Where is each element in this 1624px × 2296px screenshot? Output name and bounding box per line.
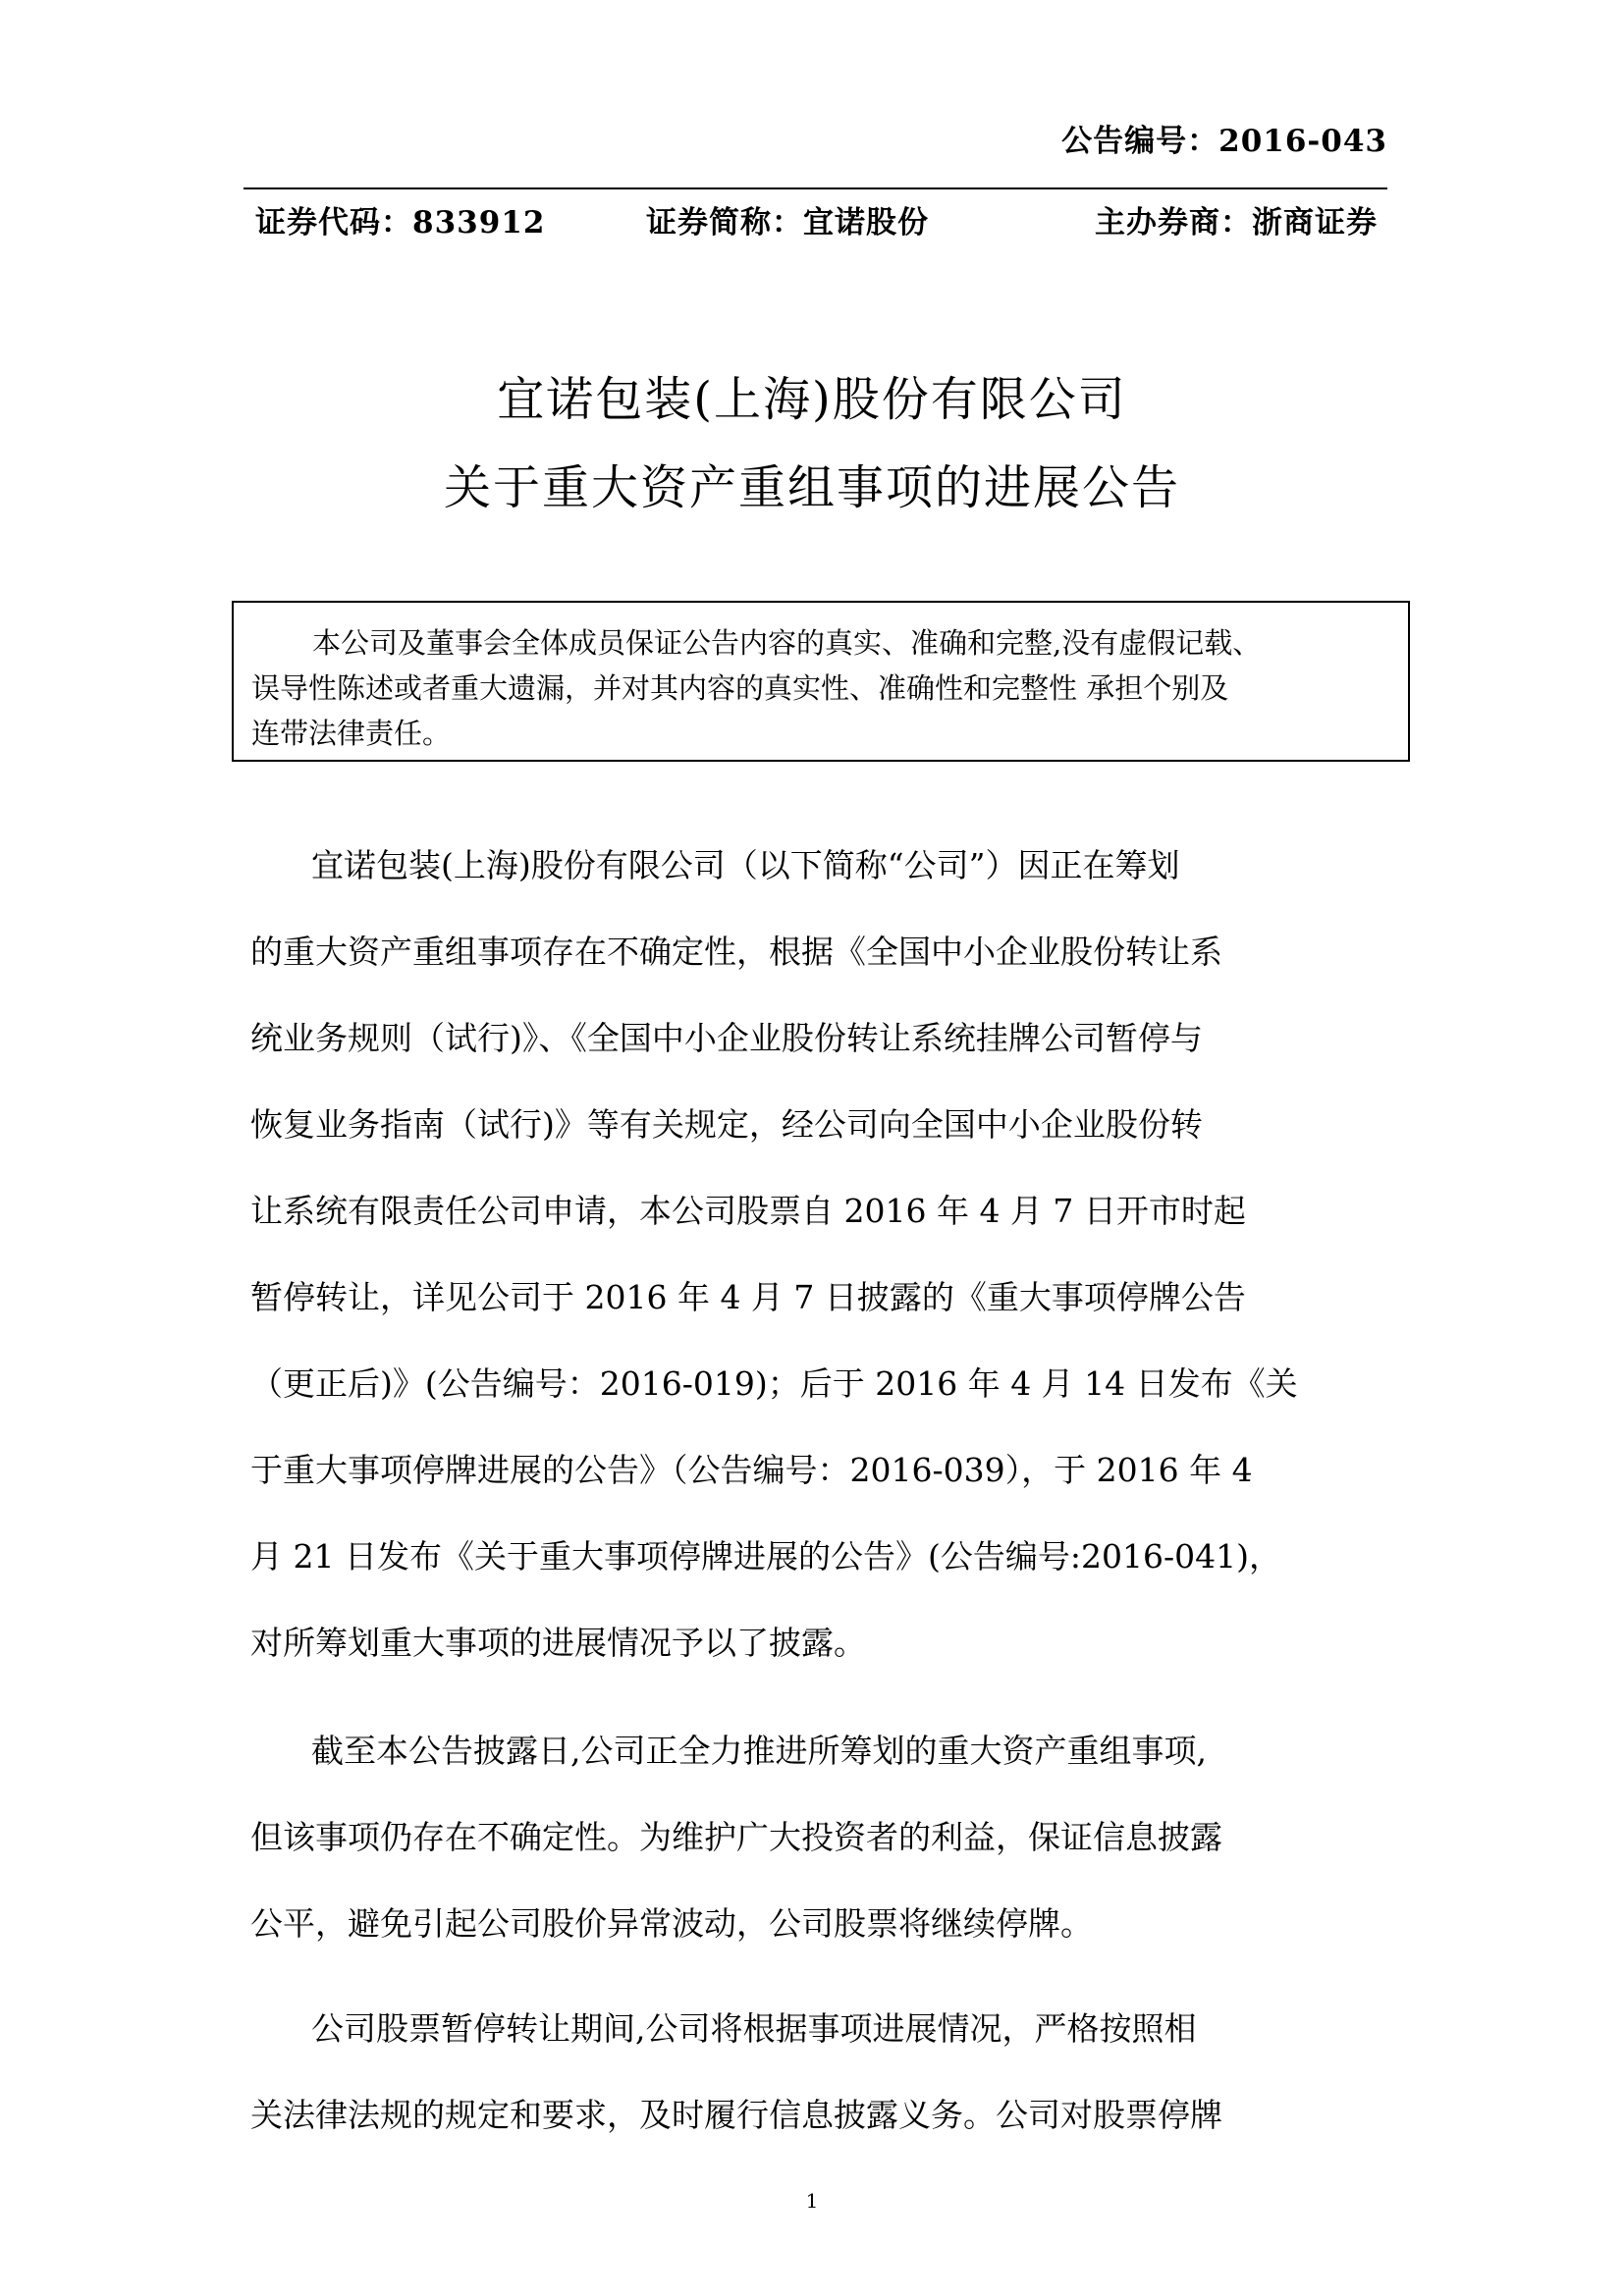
paragraph-line: 于重大事项停牌进展的公告》（公告编号：2016-039），于 2016 年 4 <box>250 1451 1253 1489</box>
paragraph-line: 月 21 日发布《关于重大事项停牌进展的公告》(公告编号:2016-041)， <box>250 1537 1281 1575</box>
page-number: 1 <box>805 2189 819 2213</box>
notice-line: 误导性陈述或者重大遗漏，并对其内容的真实性、准确性和完整性 承担个别及 <box>251 671 1229 705</box>
paragraph-line: 让系统有限责任公司申请，本公司股票自 2016 年 4 月 7 日开市时起 <box>250 1192 1246 1230</box>
paragraph-line: 公平，避免引起公司股价异常波动，公司股票将继续停牌。 <box>250 1904 1093 1943</box>
paragraph-line: 公司股票暂停转让期间,公司将根据事项进展情况，严格按照相 <box>311 2009 1197 2048</box>
body-paragraph-3 <box>250 1986 1389 2159</box>
paragraph-line: （更正后)》(公告编号：2016-019)；后于 2016 年 4 月 14 日发布《关 <box>250 1364 1298 1403</box>
board-guarantee-notice <box>232 601 1410 762</box>
body-paragraph-1 <box>250 823 1389 1686</box>
paragraph-line: 关法律法规的规定和要求，及时履行信息披露义务。公司对股票停牌 <box>250 2096 1222 2134</box>
paragraph-line: 截至本公告披露日,公司正全力推进所筹划的重大资产重组事项, <box>311 1732 1207 1770</box>
paragraph-line: 但该事项仍存在不确定性。为维护广大投资者的利益，保证信息披露 <box>250 1818 1222 1856</box>
sponsor-broker: 主办券商：浙商证券 <box>1095 205 1378 240</box>
paragraph-line: 暂停转让，详见公司于 2016 年 4 月 7 日披露的《重大事项停牌公告 <box>250 1278 1246 1316</box>
security-code: 证券代码：833912 <box>255 205 546 240</box>
paragraph-line: 对所筹划重大事项的进展情况予以了披露。 <box>250 1624 866 1662</box>
security-info-row <box>244 187 1387 244</box>
notice-line: 本公司及董事会全体成员保证公告内容的真实、准确和完整,没有虚假记载、 <box>312 626 1262 660</box>
body-paragraph-2 <box>250 1708 1389 1967</box>
announcement-number: 公告编号：2016-043 <box>1061 124 1387 159</box>
paragraph-line: 统业务规则（试行)》、《全国中小企业股份转让系统挂牌公司暂停与 <box>250 1019 1203 1057</box>
document-title-line-1: 宜诺包装(上海)股份有限公司 <box>497 372 1127 427</box>
paragraph-line: 宜诺包装(上海)股份有限公司（以下简称“公司”）因正在筹划 <box>311 846 1180 884</box>
security-name: 证券简称：宜诺股份 <box>646 205 929 240</box>
paragraph-line: 恢复业务指南（试行)》等有关规定，经公司向全国中小企业股份转 <box>250 1105 1203 1144</box>
document-title-line-2: 关于重大资产重组事项的进展公告 <box>443 460 1180 515</box>
notice-line: 连带法律责任。 <box>251 717 452 750</box>
paragraph-line: 的重大资产重组事项存在不确定性，根据《全国中小企业股份转让系 <box>250 933 1222 971</box>
